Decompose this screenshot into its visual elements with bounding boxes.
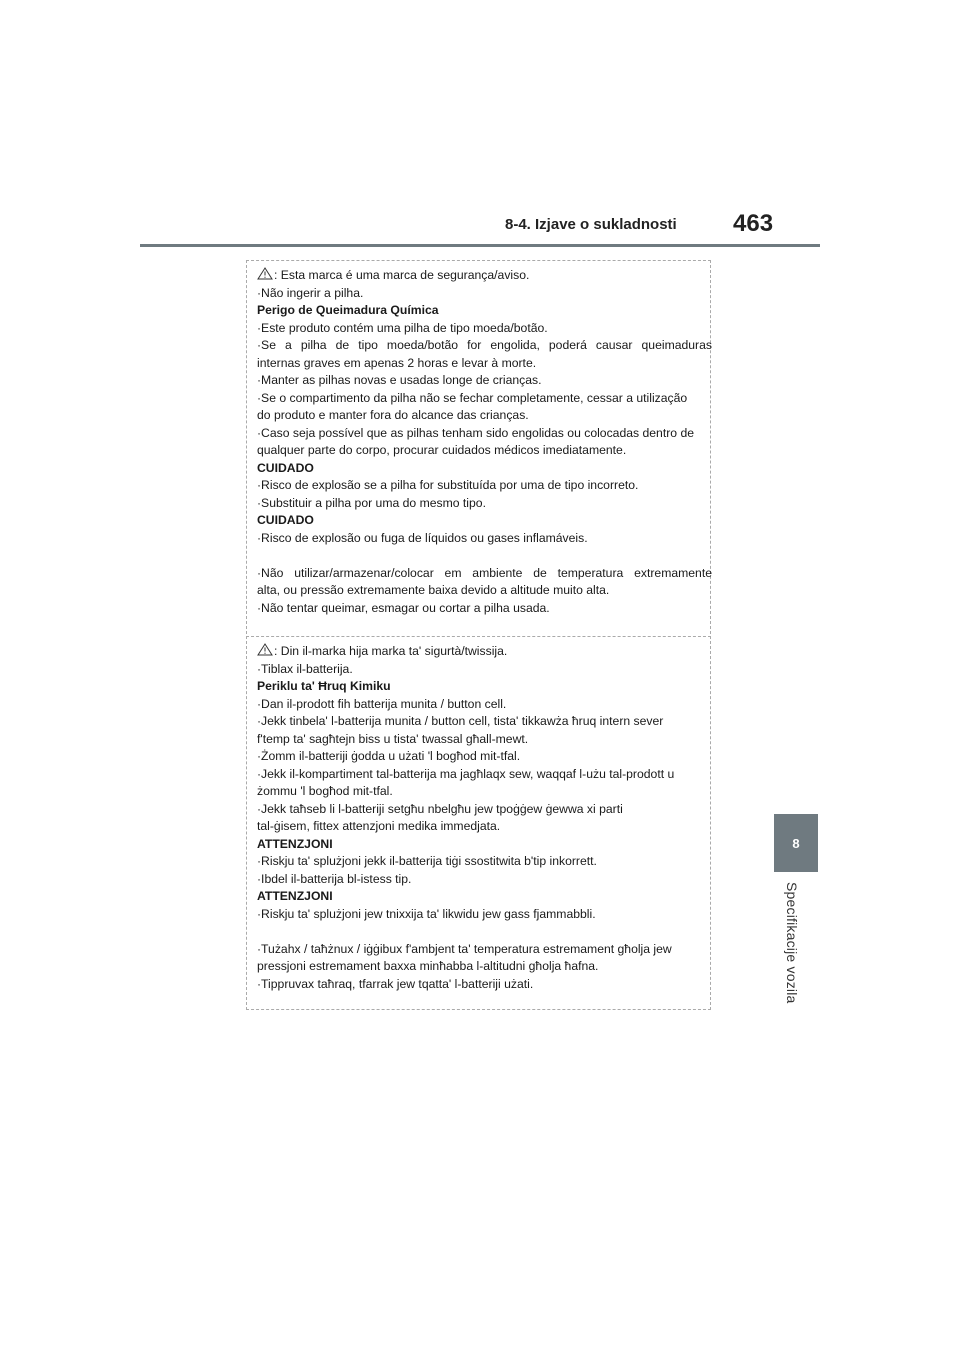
warning-intro-line: : Din il-marka hija marka ta' sigurtà/twissija.	[257, 643, 710, 661]
text-line: f'temp ta' sagħtejn biss u tista' twassal għall-mewt.	[257, 731, 529, 746]
chapter-tab[interactable]	[774, 814, 818, 872]
text-line: ·Não utilizar/armazenar/colocar em ambiente de temperatura extremamente	[257, 565, 712, 580]
text-line: ·Riskju ta' splużjoni jekk il-batterija tiġi ssostitwita b'tip inkorrett.	[257, 854, 597, 868]
text-line: ·Caso seja possível que as pilhas tenham sido engolidas ou colocadas dentro de	[257, 425, 694, 440]
warning-intro-line: : Esta marca é uma marca de segurança/aviso.	[257, 267, 710, 285]
text-line: ·Żomm il-batteriji ġodda u użati 'l bogħod mit-tfal.	[257, 749, 521, 763]
text-line: internas graves em apenas 2 horas e levar à morte.	[257, 355, 537, 370]
section-title: 8-4. Izjave o sukladnosti	[505, 216, 677, 233]
text-line: ·Este produto contém uma pilha de tipo moeda/botão.	[257, 320, 548, 335]
text-line: ·Jekk il-kompartiment tal-batterija ma jagħlaqx sew, waqqaf l-użu tal-prodott u	[257, 766, 675, 781]
caution-heading: ATTENZJONI	[257, 889, 333, 903]
text-line: qualquer parte do corpo, procurar cuidados médicos imediatamente.	[257, 443, 627, 457]
text-line: ·Tużahx / taħżnux / iġġibux f'ambjent ta' temperatura estremament għolja jew	[257, 941, 672, 956]
text-line: ·Tippruvax taħraq, tfarrak jew tqatta' l-batteriji użati.	[257, 976, 534, 991]
page-number: 463	[733, 210, 774, 237]
text-line: ·Substituir a pilha por uma do mesmo tipo.	[257, 495, 486, 510]
spacer	[257, 923, 710, 941]
text-line: ·Não tentar queimar, esmagar ou cortar a pilha usada.	[257, 600, 550, 615]
chapter-number: 8	[792, 835, 800, 851]
text-line: ·Risco de explosão se a pilha for substituída por uma de tipo incorreto.	[257, 478, 639, 492]
header-rule	[140, 244, 820, 247]
text-line: ·Se a pilha de tipo moeda/botão for engolida, poderá causar queimaduras	[257, 338, 712, 352]
text-line: ·Dan il-prodott fih batterija munita / button cell.	[257, 696, 507, 711]
warning-block-maltese	[246, 636, 711, 1010]
text-line: ·Se o compartimento da pilha não se fechar completamente, cessar a utilização	[257, 390, 688, 405]
warning-triangle-icon	[257, 267, 273, 280]
caution-heading: CUIDADO	[257, 460, 314, 475]
text-line: ·Risco de explosão ou fuga de líquidos ou gases inflamáveis.	[257, 530, 588, 545]
text-line: ·Jekk tinbela' l-batterija munita / button cell, tista' tikkawża ħruq intern sever	[257, 714, 664, 728]
text-line: ·Não ingerir a pilha.	[257, 285, 364, 300]
text-line: ·Jekk taħseb li l-batteriji setgħu nbelgħu jew tpoġġew ġewwa xi parti	[257, 801, 623, 816]
warning-triangle-icon	[257, 643, 273, 656]
text-line: ·Tiblax il-batterija.	[257, 661, 353, 676]
text-line: pressjoni estremament baxxa minħabba l-altitudni għolja ħafna.	[257, 959, 599, 973]
spacer	[257, 547, 710, 565]
warning-block-portuguese	[246, 260, 711, 634]
text-line: ·Manter as pilhas novas e usadas longe de crianças.	[257, 373, 542, 387]
caution-heading: ATTENZJONI	[257, 836, 333, 851]
chapter-label: Specifikacije vozila	[784, 882, 800, 1004]
text-line: ·Ibdel il-batterija bl-istess tip.	[257, 871, 412, 886]
subheading: Perigo de Queimadura Química	[257, 303, 439, 317]
text-line: ·Riskju ta' splużjoni jew tnixxija ta' likwidu jew gass fjammabbli.	[257, 906, 596, 921]
subheading: Periklu ta' Ħruq Kimiku	[257, 679, 391, 693]
text-line: tal-ġisem, fittex attenzjoni medika immedjata.	[257, 819, 501, 833]
text-line: żommu 'l bogħod mit-tfal.	[257, 784, 393, 798]
text-line: do produto e manter fora do alcance das crianças.	[257, 408, 529, 422]
caution-heading: CUIDADO	[257, 513, 314, 527]
text-line: alta, ou pressão extremamente baixa devido a altitude muito alta.	[257, 583, 610, 597]
